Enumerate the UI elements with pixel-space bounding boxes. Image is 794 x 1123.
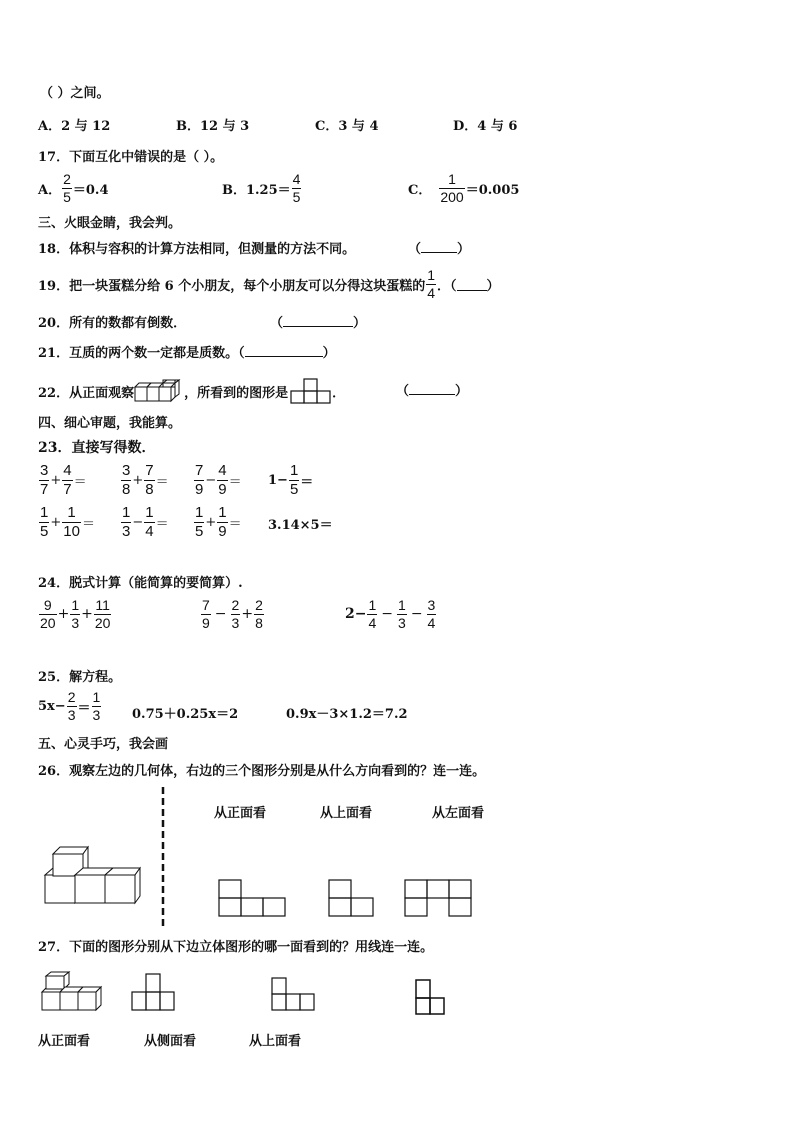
fraction: $\frac{2}{5}$ (63, 171, 71, 205)
q23-item: $\frac{3}{7}$ + $\frac{4}{7}$ ＝ (40, 462, 87, 498)
q27-label-side: 从侧面看 (144, 1034, 197, 1049)
q17-c-rest: ＝0.005 (465, 182, 520, 198)
q17-option-c (408, 172, 519, 204)
q16-tail: （ ）之间。 (40, 86, 110, 101)
q22-text3: ． (332, 385, 346, 401)
q23-item: $\frac{1}{3}$ − $\frac{1}{4}$ ＝ (122, 504, 169, 540)
q26-view-shape-2[interactable] (328, 878, 378, 918)
q22-text1: 22．从正面观察 (38, 385, 135, 401)
q27-label-front: 从正面看 (38, 1034, 91, 1049)
q24-expression-3: 2− $\frac{1}{4}$ − $\frac{1}{3}$ − $\frac{3}{4}$ (345, 597, 436, 631)
q17-a-rest: ＝0.4 (72, 182, 109, 198)
q25-equation-1: 5x− $\frac{2}{3}$ ＝ $\frac{1}{3}$ (38, 689, 101, 723)
q22 (38, 378, 345, 404)
dashed-divider (160, 787, 166, 929)
fraction: $\frac{1}{4}$ (427, 267, 435, 301)
fraction: $\frac{1}{200}$ (440, 171, 464, 205)
q25-equation-2: 0.75＋0.25x＝2 (132, 707, 239, 722)
q16-option-a: A．2 与 12 (38, 119, 111, 134)
q23-title: 23．直接写得数． (38, 440, 156, 456)
q17-a-prefix: A． (38, 182, 62, 198)
q23-item: 1− $\frac{1}{5}$ ＝ (268, 462, 314, 498)
q22-view-figure (288, 378, 332, 404)
q27-view-shape-1[interactable] (130, 972, 178, 1012)
q18-answer: （ ） (408, 242, 471, 257)
q26-title: 26．观察左边的几何体，右边的三个图形分别是从什么方向看到的？连一连。 (38, 764, 486, 779)
q16-option-c: C．3 与 4 (315, 119, 379, 134)
q20-answer: （ ） (270, 316, 367, 331)
q22-answer: （ ） (396, 384, 469, 399)
q24-title: 24．脱式计算（能简算的要简算）. (38, 576, 243, 591)
q25-equation-3: 0.9x－3×1.2＝7.2 (286, 707, 408, 722)
q23-item: 3.14×5＝ (268, 518, 333, 533)
q22-solid-figure (134, 379, 184, 403)
q26-view-shape-1[interactable] (218, 878, 288, 918)
fraction: $\frac{4}{5}$ (292, 171, 301, 205)
q20-text: 20．所有的数都有倒数． (38, 316, 187, 331)
q27-view-shape-3[interactable] (414, 976, 448, 1018)
q19-text: 19．把一块蛋糕分给 6 个小朋友，每个小朋友可以分得这块蛋糕的 (38, 278, 426, 294)
section-4-heading: 四、细心审题，我能算。 (38, 416, 182, 431)
q19: 19．把一块蛋糕分给 6 个小朋友，每个小朋友可以分得这块蛋糕的 $\frac{1}{4}$ ．（ ） (38, 267, 500, 301)
q17-option-b (222, 172, 302, 204)
q26-solid-figure (42, 845, 142, 905)
q27-label-top: 从上面看 (249, 1034, 302, 1049)
q17-stem: 17．下面互化中错误的是（ ）。 (38, 150, 224, 165)
q23-item: $\frac{1}{5}$ + $\frac{1}{9}$ ＝ (195, 504, 242, 540)
q23-item: $\frac{3}{8}$ + $\frac{7}{8}$ ＝ (122, 462, 169, 498)
q17-c-prefix: C． (408, 182, 432, 198)
q26-label-top: 从上面看 (320, 806, 373, 821)
q17-option-a (38, 172, 109, 204)
q21: 21．互质的两个数一定都是质数。（ ） (38, 346, 336, 361)
q24-expression-1: $\frac{9}{20}$ + $\frac{1}{3}$ + $\frac{11}{20}$ (40, 597, 111, 631)
q26-label-left: 从左面看 (432, 806, 485, 821)
q23-item: $\frac{1}{5}$ + $\frac{1}{10}$ ＝ (40, 504, 95, 540)
q16-option-b: B．12 与 3 (176, 119, 250, 134)
q24-expression-2: $\frac{7}{9}$ − $\frac{2}{3}$ + $\frac{2}{8}$ (202, 597, 263, 631)
q22-text2: ，所看到的图形是 (184, 385, 289, 401)
q27-view-shape-2[interactable] (270, 976, 322, 1014)
q16-option-d: D．4 与 6 (453, 119, 518, 134)
q18-text: 18．体积与容积的计算方法相同，但测量的方法不同。 (38, 242, 356, 257)
q27-title: 27．下面的图形分别从下边立体图形的哪一面看到的？用线连一连。 (38, 940, 434, 955)
q23-item: $\frac{7}{9}$ − $\frac{4}{9}$ ＝ (195, 462, 242, 498)
section-5-heading: 五、心灵手巧，我会画 (38, 737, 169, 752)
q26-view-shape-3[interactable] (404, 878, 476, 918)
q27-solid-figure (40, 970, 102, 1014)
q17-b-prefix: B．1.25＝ (222, 182, 291, 198)
section-3-heading: 三、火眼金睛，我会判。 (38, 216, 182, 231)
q25-title: 25．解方程。 (38, 670, 122, 685)
q26-label-front: 从正面看 (214, 806, 267, 821)
